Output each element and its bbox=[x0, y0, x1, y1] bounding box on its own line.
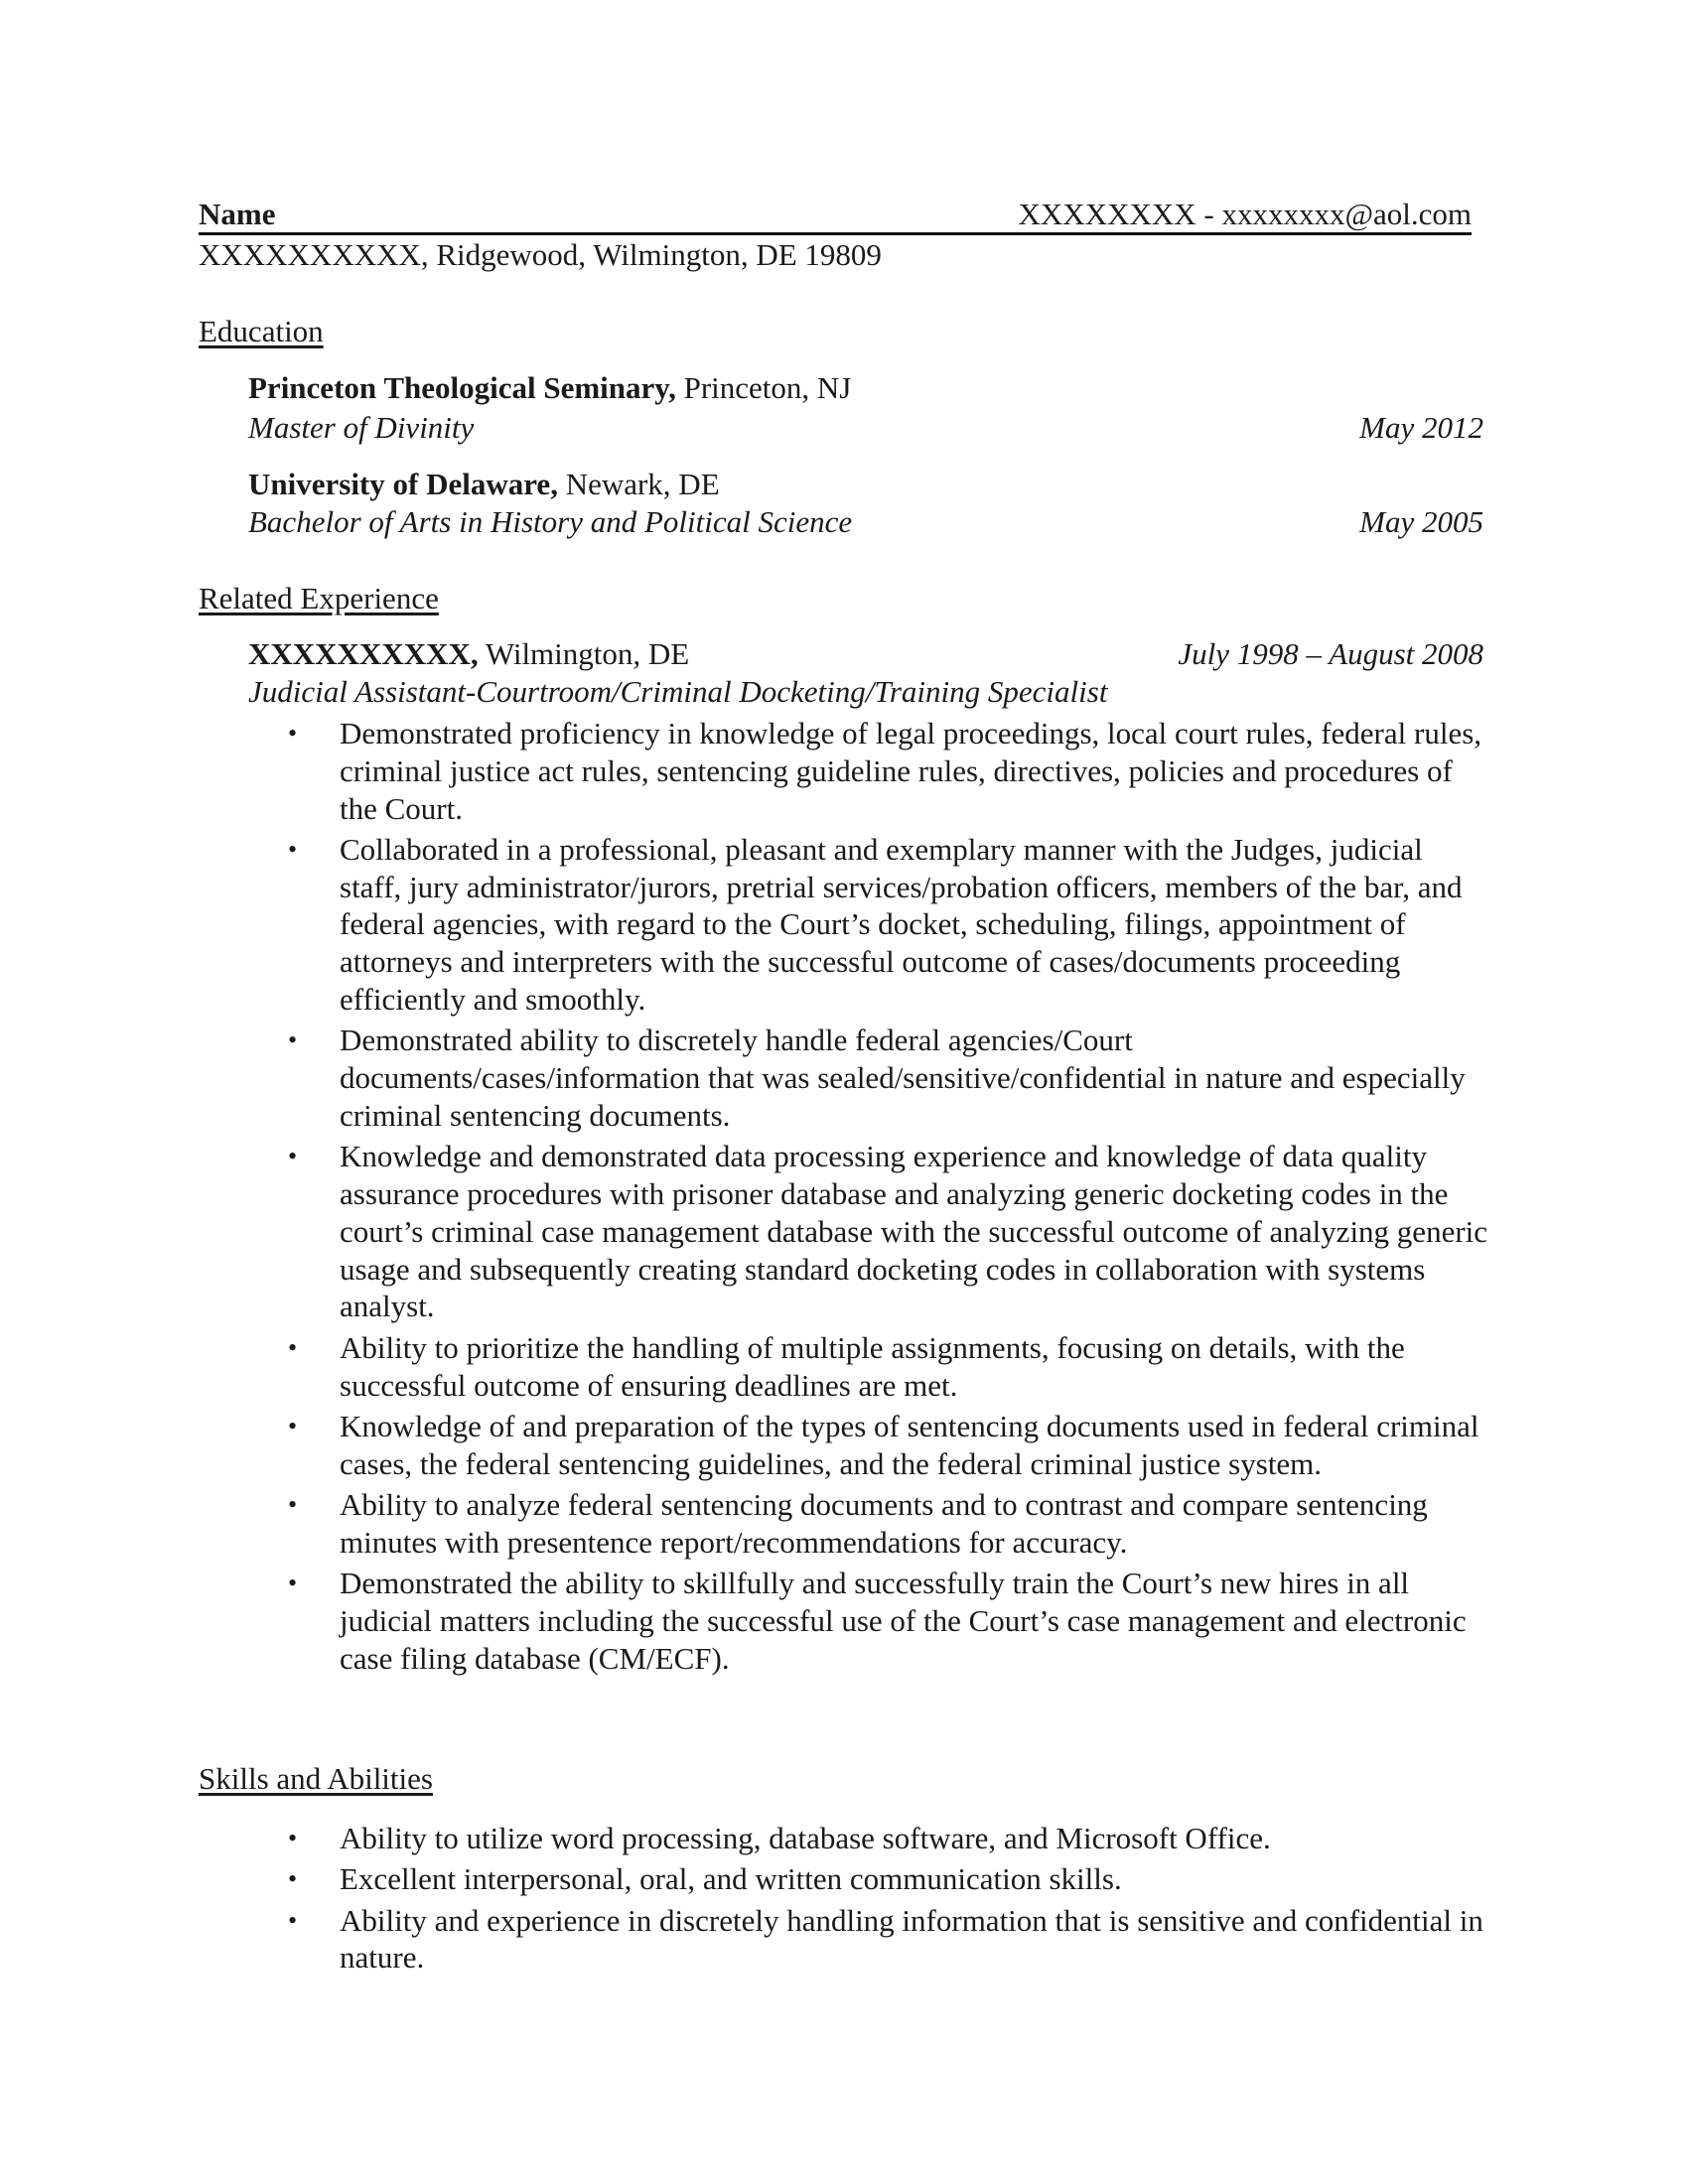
bullet-icon: • bbox=[288, 1142, 298, 1171]
degree-date: May 2005 bbox=[1359, 504, 1483, 539]
education-degree-row bbox=[248, 503, 1483, 541]
degree: Bachelor of Arts in History and Political Science bbox=[248, 504, 853, 539]
bullet-text: Demonstrated the ability to skillfully and successfully train the Court’s new hires in all judicial matters including the successful use of the Court’s case management and electronic case filing database (CM/ECF). bbox=[340, 1566, 1467, 1676]
employer-name: XXXXXXXXXX, bbox=[248, 636, 479, 671]
bullet-icon: • bbox=[288, 1569, 298, 1598]
contact-info: XXXXXXXX - xxxxxxxx@aol.com bbox=[1018, 197, 1472, 231]
bullet-icon: • bbox=[288, 1332, 298, 1362]
bullet-item bbox=[248, 1138, 1489, 1325]
bullet-item bbox=[248, 1329, 1489, 1405]
bullet-text: Ability and experience in discretely handling information that is sensitive and confidential in nature. bbox=[340, 1902, 1483, 1976]
bullet-icon: • bbox=[288, 1905, 298, 1935]
bullet-text: Demonstrated proficiency in knowledge of legal proceedings, local court rules, federal rules, criminal justice act rules, sentencing guideline rules, directives, policies and procedures of the Court. bbox=[340, 716, 1482, 826]
degree-date: May 2012 bbox=[1359, 410, 1483, 445]
bullet-item bbox=[248, 1486, 1489, 1562]
employer-row bbox=[248, 635, 1483, 673]
bullet-text: Knowledge and demonstrated data processing experience and knowledge of data quality assurance procedures with prisoner database and analyzing generic docketing codes in the court’s criminal case management database with the successful outcome of analyzing generic usage and subsequently creating standard docketing codes in collaboration with systems analyst. bbox=[340, 1139, 1488, 1324]
bullet-item bbox=[248, 831, 1489, 1019]
bullet-item bbox=[248, 1565, 1489, 1677]
bullet-icon: • bbox=[288, 719, 298, 748]
school bbox=[248, 466, 720, 503]
bullet-icon: • bbox=[288, 1411, 298, 1440]
skills-bullets bbox=[248, 1820, 1489, 1980]
bullet-icon: • bbox=[288, 1025, 298, 1055]
experience-bullets bbox=[248, 715, 1489, 1681]
bullet-item bbox=[248, 1902, 1489, 1978]
candidate-name: Name bbox=[199, 197, 276, 231]
bullet-text: Knowledge of and preparation of the types of sentencing documents used in federal criminal cases, the federal sentencing guidelines, and the federal criminal justice system. bbox=[340, 1408, 1479, 1481]
bullet-text: Demonstrated ability to discretely handle federal agencies/Court documents/cases/information that was sealed/sensitive/confidential in nature and especially criminal sentencing documents. bbox=[340, 1023, 1466, 1133]
bullet-item bbox=[248, 1820, 1489, 1857]
bullet-icon: • bbox=[288, 1489, 298, 1519]
employer-location: Wilmington, DE bbox=[478, 636, 690, 671]
school bbox=[248, 369, 851, 407]
education-school-row bbox=[248, 369, 1483, 407]
bullet-icon: • bbox=[288, 1864, 298, 1894]
bullet-text: Excellent interpersonal, oral, and written communication skills. bbox=[340, 1861, 1122, 1897]
school-location: Newark, DE bbox=[557, 467, 720, 501]
bullet-item bbox=[248, 1022, 1489, 1134]
bullet-item bbox=[248, 1408, 1489, 1483]
bullet-text: Ability to utilize word processing, database software, and Microsoft Office. bbox=[340, 1821, 1271, 1855]
experience-heading: Related Experience bbox=[199, 581, 439, 615]
bullet-text: Ability to analyze federal sentencing documents and to contrast and compare sentencing minutes with presentence report/recommendations for accuracy. bbox=[340, 1486, 1428, 1560]
job-title-row bbox=[248, 673, 1483, 711]
bullet-item bbox=[248, 715, 1489, 827]
bullet-item bbox=[248, 1860, 1489, 1898]
employment-dates: July 1998 – August 2008 bbox=[1178, 636, 1483, 671]
school-name: Princeton Theological Seminary, bbox=[248, 370, 676, 405]
address: XXXXXXXXXX, Ridgewood, Wilmington, DE 19809 bbox=[199, 237, 882, 272]
education-degree-row bbox=[248, 409, 1483, 447]
education-heading: Education bbox=[199, 314, 324, 348]
resume-header bbox=[199, 197, 1472, 235]
job-title: Judicial Assistant-Courtroom/Criminal Docketing/Training Specialist bbox=[248, 674, 1108, 709]
bullet-icon: • bbox=[288, 1824, 298, 1852]
school-location: Princeton, NJ bbox=[675, 370, 852, 405]
bullet-text: Ability to prioritize the handling of multiple assignments, focusing on details, with the successful outcome of ensuring deadlines are met. bbox=[340, 1329, 1405, 1403]
school-name: University of Delaware, bbox=[248, 467, 558, 501]
education-school-row bbox=[248, 466, 1483, 503]
degree: Master of Divinity bbox=[248, 410, 475, 445]
skills-heading: Skills and Abilities bbox=[199, 1761, 433, 1796]
bullet-text: Collaborated in a professional, pleasant and exemplary manner with the Judges, judicial staff, jury administrator/jurors, pretrial services/probation officers, members of the bar, and federal agencies, with regard to the Court’s docket, scheduling, filings, appointment of attorneys and interpreters with the successful outcome of cases/documents proceeding efficiently and smoothly. bbox=[340, 831, 1463, 1018]
employer bbox=[248, 635, 689, 673]
bullet-icon: • bbox=[288, 834, 298, 864]
